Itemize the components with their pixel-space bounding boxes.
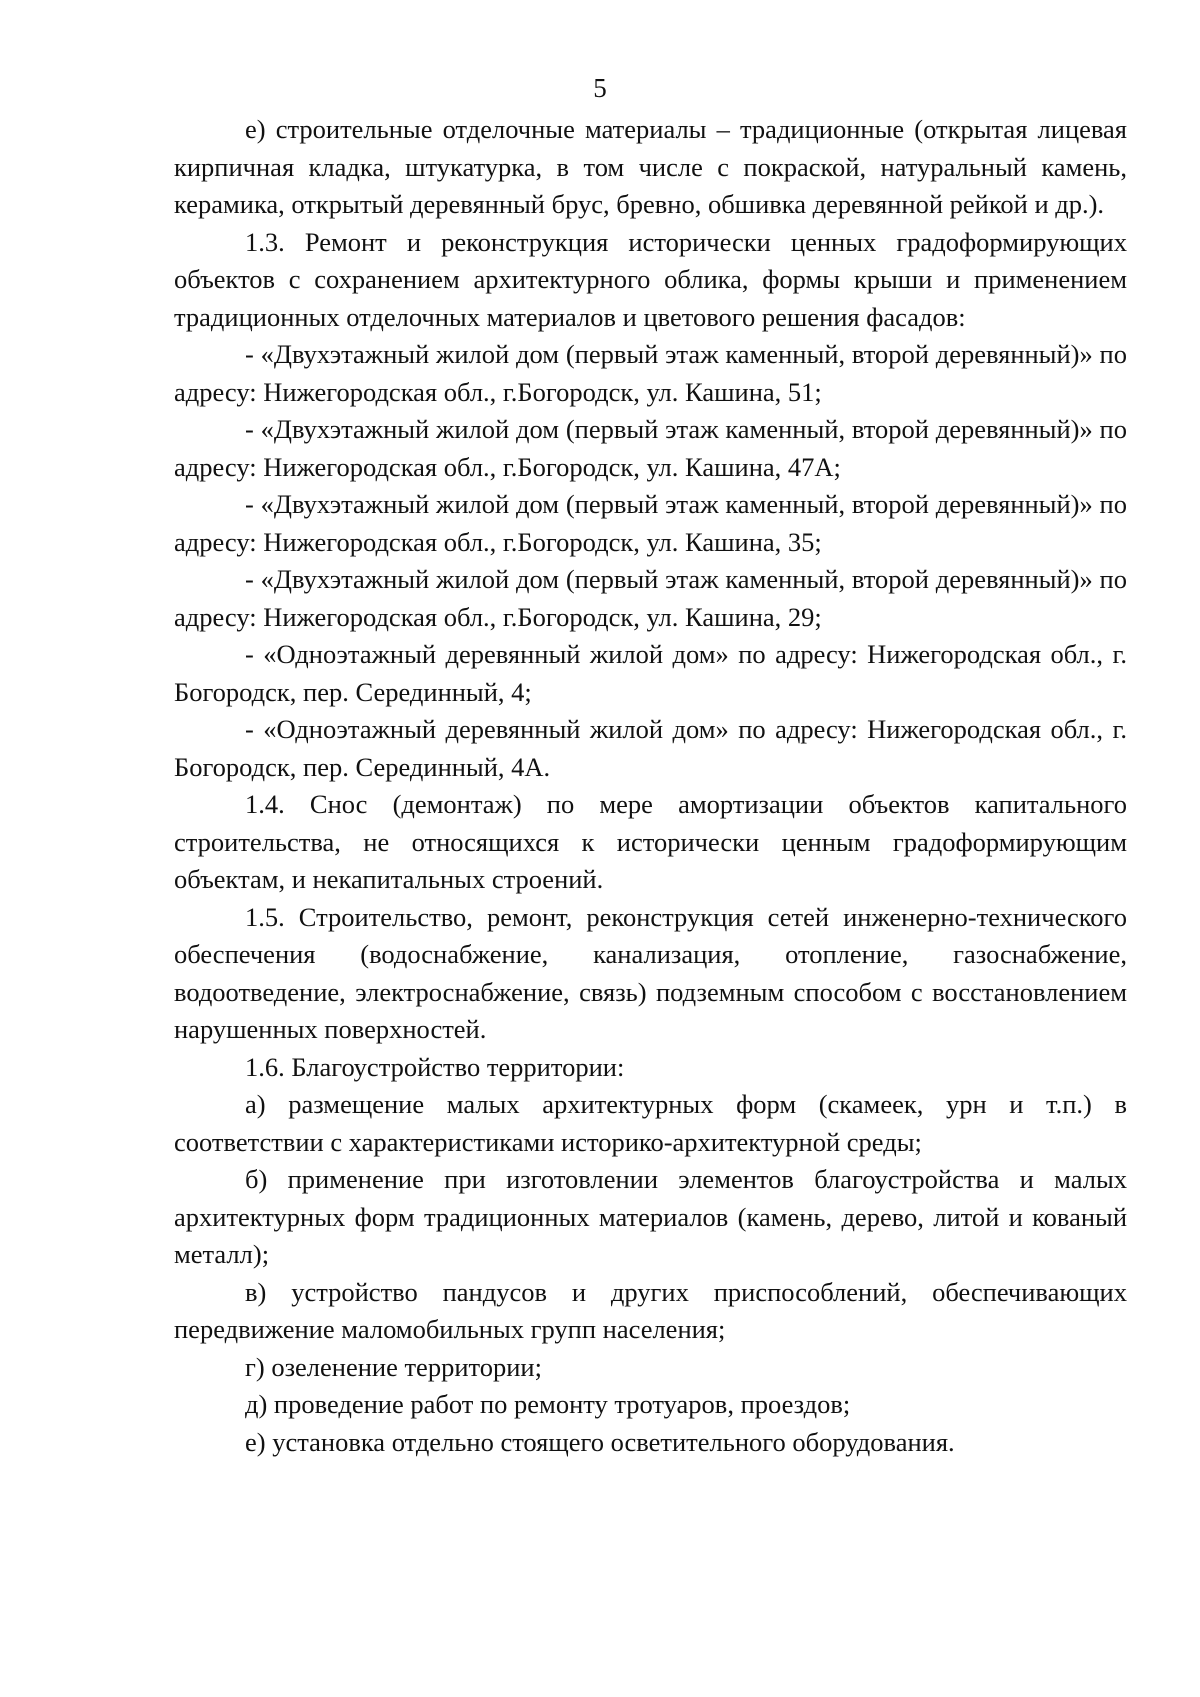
list-item-landscaping: г) озеленение территории; [245, 1351, 542, 1382]
list-item-address: - «Двухэтажный жилой дом (первый этаж каменный, второй деревянный)» по адресу: Нижегородская обл., г.Богородск, ул. Кашина, 29; [174, 564, 1127, 632]
document-body [174, 111, 1127, 1461]
list-item-address: - «Двухэтажный жилой дом (первый этаж каменный, второй деревянный)» по адресу: Нижегородская обл., г.Богородск, ул. Кашина, 35; [174, 489, 1127, 557]
list-item-address: - «Одноэтажный деревянный жилой дом» по адресу: Нижегородская обл., г. Богородск, пер. Серединный, 4А. [174, 714, 1127, 782]
list-item-landscaping: в) устройство пандусов и других приспособлений, обеспечивающих передвижение маломобильных групп населения; [174, 1276, 1127, 1344]
paragraph-1-4: 1.4. Снос (демонтаж) по мере амортизации объектов капитального строительства, не относящихся к исторически ценным градоформирующим объектам, и некапитальных строений. [174, 789, 1127, 894]
paragraph-materials: е) строительные отделочные материалы – традиционные (открытая лицевая кирпичная кладка, штукатурка, в том числе с покраской, натуральный камень, керамика, открытый деревянный брус, бревно, обшивка деревянной рейкой и др.). [174, 114, 1127, 219]
page-number: 5 [593, 73, 607, 103]
list-item-landscaping: е) установка отдельно стоящего осветительного оборудования. [245, 1426, 955, 1457]
list-item-address: - «Одноэтажный деревянный жилой дом» по адресу: Нижегородская обл., г. Богородск, пер. Серединный, 4; [174, 639, 1127, 707]
list-item-landscaping: б) применение при изготовлении элементов благоустройства и малых архитектурных форм традиционных материалов (камень, дерево, литой и кованый металл); [174, 1164, 1127, 1269]
list-item-landscaping: а) размещение малых архитектурных форм (скамеек, урн и т.п.) в соответствии с характеристиками историко-архитектурной среды; [174, 1089, 1127, 1157]
list-item-landscaping: д) проведение работ по ремонту тротуаров, проездов; [245, 1389, 851, 1419]
list-item-address: - «Двухэтажный жилой дом (первый этаж каменный, второй деревянный)» по адресу: Нижегородская обл., г.Богородск, ул. Кашина, 51; [174, 339, 1127, 407]
paragraph-1-6: 1.6. Благоустройство территории: [245, 1051, 625, 1082]
list-item-address: - «Двухэтажный жилой дом (первый этаж каменный, второй деревянный)» по адресу: Нижегородская обл., г.Богородск, ул. Кашина, 47А; [174, 414, 1127, 482]
paragraph-1-5: 1.5. Строительство, ремонт, реконструкция сетей инженерно-технического обеспечения (водоснабжение, канализация, отопление, газоснабжение, водоотведение, электроснабжение, связь) подземным способом с восстановлением нарушенных поверхностей. [174, 901, 1127, 1044]
paragraph-1-3: 1.3. Ремонт и реконструкция исторически ценных градоформирующих объектов с сохранением архитектурного облика, формы крыши и применением традиционных отделочных материалов и цветового решения фасадов: [174, 226, 1127, 332]
